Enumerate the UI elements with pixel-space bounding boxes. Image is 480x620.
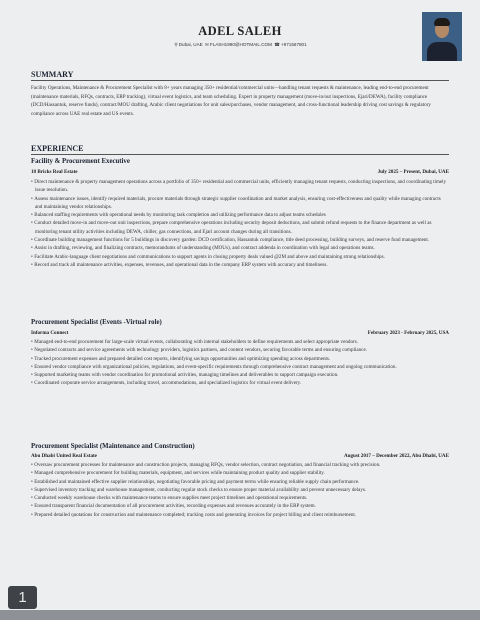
phone-icon: ☎ — [274, 42, 280, 47]
job-bullets — [31, 461, 449, 565]
resume-header — [0, 0, 480, 60]
list-item: • Conducted weekly warehouse checks with maintenance teams to ensure supplies meet project timelines and operational requirements. — [31, 494, 449, 502]
list-item: • Balanced staffing requirements with operational needs by monitoring task completion and utilizing performance data to adjust teams schedules — [31, 211, 449, 219]
job-title: Procurement Specialist (Events -Virtual role) — [31, 319, 162, 326]
contact-phone: +971567801 — [280, 42, 307, 47]
summary-text: Facility Operations, Maintenance & Procurement Specialist with 8+ years managing 350+ residential/commercial units—handling tenant requests & maintenance, leading end-to-end procurement (maintenance materials, RFQs, contracts, ERP tracking), virtual event logistics, and team scheduling. Expert in property management (move-in/out inspections, Ejari/DEWA), facility compliance (DCD/Hassantuk, reserve funds), contract/MOU drafting, Arabic client negotiations for unit sales/purchases, vendor management, and cross-functional leadership driving cost savings & regulatory compliance across UAE real estate and US events. — [31, 85, 431, 117]
list-item: • Tracked procurement expenses and prepared detailed cost reports, identifying savings opportunities and optimizing spending across departments. — [31, 355, 449, 363]
envelope-icon: ✉ — [205, 42, 209, 47]
job-organization: Informa Connect — [31, 330, 69, 336]
contact-email[interactable]: FLASH1990@HOTMAIL.COM — [209, 42, 272, 47]
job-bullets — [31, 178, 449, 311]
job-bullets — [31, 338, 449, 440]
experience-heading: EXPERIENCE — [31, 144, 449, 155]
location-pin-icon: ⚲ — [174, 42, 178, 47]
list-item: • Direct maintenance & property management operations across a portfolio of 350+ residential and commercial units, efficiently managing tenant requests, conducting inspections, and coordinating timely issue resolution. — [31, 178, 449, 195]
list-item: • Supported marketing teams with vendor coordination for promotional activities, managing timelines and deliverables to support campaign execution. — [31, 371, 449, 379]
job-dates: August 2017 – December 2022, Abu Dhabi, UAE — [343, 453, 449, 459]
candidate-name: ADEL SALEH — [198, 24, 282, 38]
page-number-indicator[interactable]: 1 — [8, 586, 37, 609]
job-title: Procurement Specialist (Maintenance and Construction) — [31, 443, 195, 450]
job-meta — [31, 169, 449, 177]
list-item: • Managed end-to-end procurement for large-scale virtual events, collaborating with internal stakeholders to define requirements and select appropriate vendors. — [31, 338, 449, 346]
list-item: • Oversaw procurement processes for maintenance and construction projects, managing RFQs, vendor selection, contract negotiation, and financial tracking with precision. — [31, 461, 449, 469]
job-organization: Abu Dhabi United Real Estate — [31, 453, 97, 459]
job-dates: February 2023 - February 2025, USA — [367, 330, 449, 336]
list-item: • Assist in drafting, reviewing, and finalizing contracts, memorandums of understanding (MOUs), and contract addenda in coordination with legal and operations teams. — [31, 244, 449, 252]
contact-location: Dubai, UAE — [178, 42, 203, 47]
profile-photo — [422, 12, 462, 61]
list-item: • Record and track all maintenance activities, expenses, revenues, and operational data in the company ERP system with accuracy and timeliness. — [31, 261, 449, 269]
job-meta — [31, 330, 449, 338]
list-item: • Prepared detailed quotations for construction and maintenance completed; tracking costs and generating invoices for project billing and client reimbursement. — [31, 511, 449, 519]
list-item: • Negotiated contracts and service agreements with technology providers, logistics partners, and content vendors, securing favorable terms and ensuring compliance. — [31, 346, 449, 354]
job-title: Facility & Procurement Executive — [31, 158, 130, 165]
list-item: • Managed comprehensive procurement for building materials, equipment, and services while maintaining product quality and supplier stability. — [31, 469, 449, 477]
list-item: • Facilitate Arabic-language client negotiations and communications to support agents in closing property deals valued @2M and above and maintaining strong relationships. — [31, 253, 449, 261]
job-meta — [31, 453, 449, 461]
summary-heading: SUMMARY — [31, 70, 449, 81]
list-item: • Ensured vendor compliance with organizational policies, regulations, and event-specific requirements through comprehensive contract management and ongoing communication. — [31, 363, 449, 371]
list-item: • Coordinated corporate service arrangements, including travel, accommodations, and specialized logistics for virtual event delivery. — [31, 379, 449, 387]
list-item: • Coordinate building management functions for 5 buildings in discovery garden: DCD certification, Hassantuk compliance, title deed processing, building surveys, and reserve fund management. — [31, 236, 449, 244]
job-organization: 18 Bricks Real Estate — [31, 169, 78, 175]
list-item: • Conduct detailed move-in and move-out unit inspections, prepare comprehensive operations including security deposit deductions, and submit refund requests to the finance department as well as monitoring tenant utility activities including DEWA, chiller, gas connections, and Ejari account changes during all transitions. — [31, 219, 449, 236]
job-dates: July 2025 – Present, Dubai, UAE — [377, 169, 449, 175]
contact-line — [0, 42, 480, 48]
list-item: • Ensured transparent financial documentation of all procurement activities, recording expenses and revenues accurately in the ERP system. — [31, 502, 449, 510]
list-item: • Assess maintenance issues, identify required materials, procure materials through strategic supplier coordination and market analysis, ensuring cost-effectiveness and quality while managing contracts and maintaining vendor relationships. — [31, 195, 449, 212]
list-item: • Supervised inventory tracking and warehouse management, conducting regular stock checks to ensure proper material availability and prevent unnecessary delays. — [31, 486, 449, 494]
list-item: • Established and maintained effective supplier relationships, negotiating favorable pricing and payment terms while ensuring reliable supply chain performance. — [31, 478, 449, 486]
